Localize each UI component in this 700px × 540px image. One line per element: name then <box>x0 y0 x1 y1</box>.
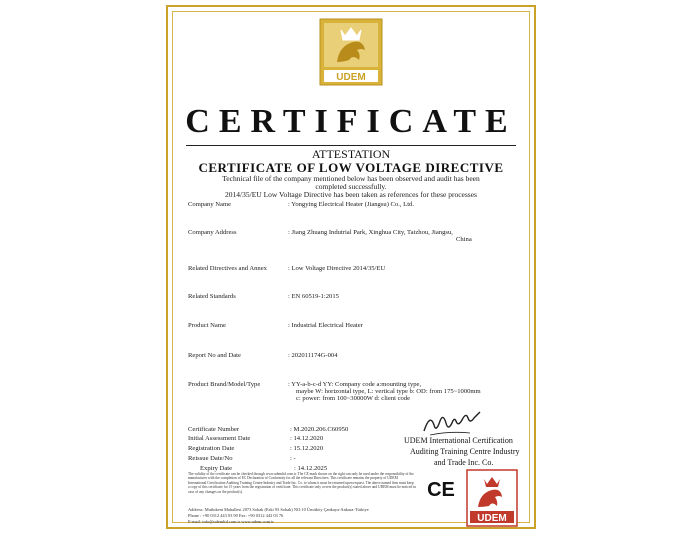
detail-label-certificate-number: Certificate Number <box>188 426 240 433</box>
detail-label-initial-date: Initial Assessment Date <box>188 435 251 442</box>
directive-heading: CERTIFICATE OF LOW VOLTAGE DIRECTIVE <box>198 160 504 175</box>
field-label-company-address: Company Address <box>188 229 237 236</box>
organization-line-1: UDEM International Certification <box>404 436 513 445</box>
address-email: E-mail: info@udemltd.com.tr www.udem.com.tr <box>188 519 274 524</box>
field-value-directives: : Low Voltage Directive 2014/35/EU <box>288 265 386 272</box>
field-value-company-name: : Yongying Electrical Heater (Jiangsu) Co., Ltd. <box>288 201 414 208</box>
field-label-product-brand: Product Brand/Model/Type <box>188 381 261 388</box>
certificate-frame <box>166 5 536 529</box>
field-value-product-brand: : YY-a-b-c-d YY: Company code a:mounting type, <box>288 381 422 388</box>
organization-line-2: Auditing Training Centre Industry <box>410 447 520 456</box>
field-value-product-name: : Industrial Electrical Heater <box>288 322 363 329</box>
detail-value-certificate-number: : M.2020.206.C60950 <box>290 426 349 433</box>
field-label-product-name: Product Name <box>188 322 226 329</box>
fine-print: The validity of the certificate can be checked through www.udemltd.com.tr. The CE mark shown on the right can only be used under the responsibility of the manufacturer with the completion of EC Declaration of Conformity for all the relevant Directives. This certificate remains the property of UDEM International Certification Auditing Training Centre Industry and Trade Inc. Co. to whom it must be returned upon request. The above named firm must keep a copy of this certificate for 15 years from the registration of certificate. This certificate only covers the product(s) stated above and UDEM must be noticed in case of any changes on the product(s). <box>188 472 416 494</box>
detail-value-initial-date: : 14.12.2020 <box>290 435 324 442</box>
attestation-heading: ATTESTATION <box>311 147 391 161</box>
logo-top-text: UDEM <box>336 72 366 83</box>
field-label-directives: Related Directives and Annex <box>188 265 267 272</box>
detail-label-expiry: Expiry Date <box>200 465 233 472</box>
description-line-1: Technical file of the company mentioned below has been observed and audit has been <box>222 174 480 183</box>
certificate-title: CERTIFICATE <box>185 103 517 140</box>
ce-mark-icon <box>426 477 456 499</box>
field-label-company-name: Company Name <box>188 201 232 208</box>
field-value-company-address: : Jiang Zhuang Indutrial Park, Xinghua City, Taizhou, Jiangsu, <box>288 229 453 236</box>
detail-value-expiry: : 14.12.2025 <box>294 465 328 472</box>
field-value-report-no: : 202011174G-004 <box>288 352 338 359</box>
address-phone: Phone : +90 0312 443 03 90 Fax: +90 0312 443 03 76 <box>188 513 284 518</box>
field-label-standards: Related Standards <box>188 293 236 300</box>
svg-text:CE: CE <box>427 479 455 499</box>
detail-label-registration-date: Registration Date <box>188 445 235 452</box>
description-line-2: completed successfully. <box>315 182 387 191</box>
title-rule <box>186 145 516 146</box>
detail-label-reissue: Reissue Date/No <box>188 455 233 462</box>
field-value-standards: : EN 60519-1:2015 <box>288 293 339 300</box>
field-label-report-no: Report No and Date <box>188 352 241 359</box>
logo-bottom-text: UDEM <box>477 513 507 524</box>
field-value-product-brand-2: maybe W: horizontal type, L: vertical type b: OD: from 175~1000mm <box>296 388 481 395</box>
field-value-product-brand-3: c: power: from 100~30000W d: client code <box>296 395 411 402</box>
description-line-3: 2014/35/EU Low Voltage Directive has been taken as references for these processes <box>225 190 477 199</box>
field-value-company-address-2: China <box>456 236 472 243</box>
udem-logo-top <box>319 18 383 86</box>
organization-line-3: and Trade Inc. Co. <box>434 458 494 467</box>
udem-logo-bottom <box>466 469 518 527</box>
detail-value-reissue: : - <box>290 455 296 462</box>
address-line-1: Address: Mutlukent Mahallesi 2073 Sokak (Eski 93 Sokak) NO:10 Ümitköy Çankaya-Ankara-Türkiye <box>188 507 369 512</box>
detail-value-registration-date: : 15.12.2020 <box>290 445 324 452</box>
